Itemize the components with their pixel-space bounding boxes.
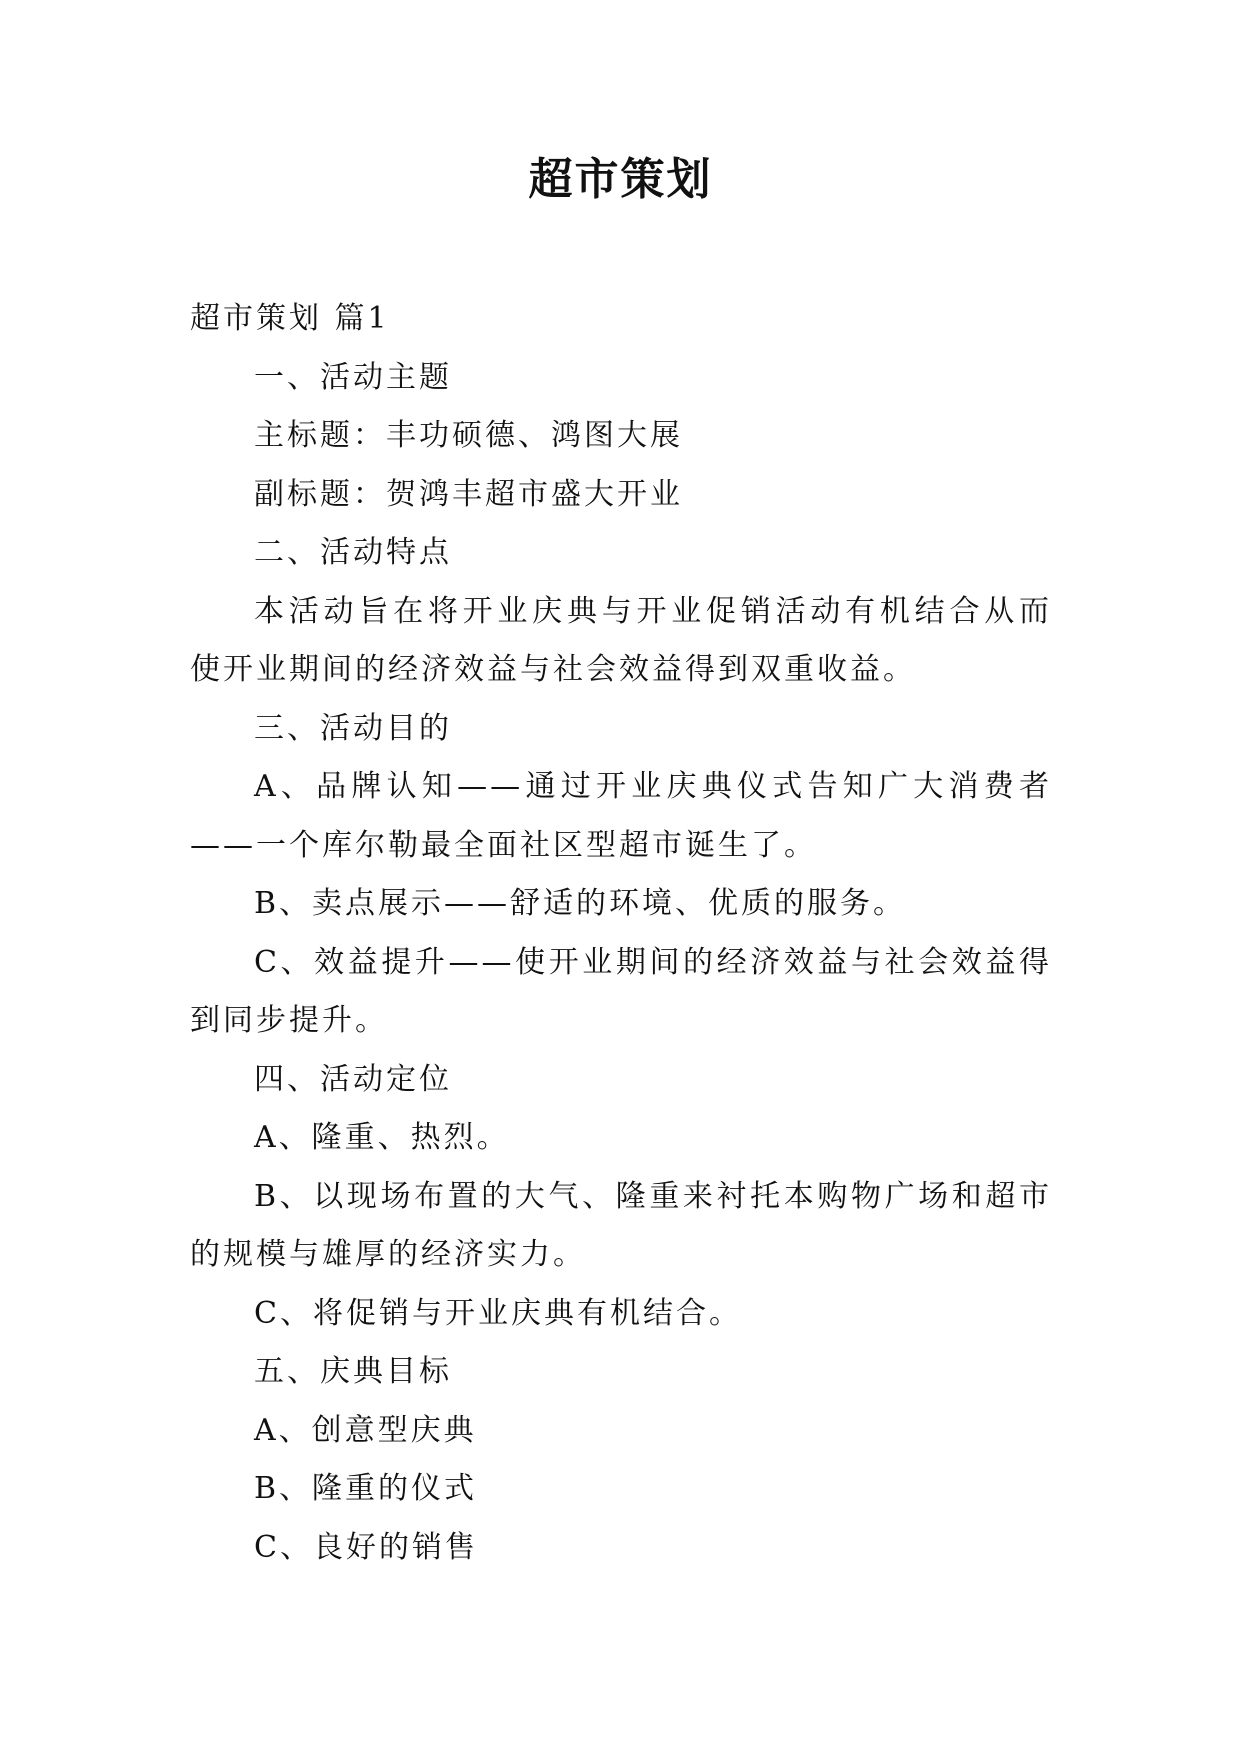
paragraph-line: ——一个库尔勒最全面社区型超市诞生了。 <box>190 827 817 863</box>
paragraph-line: 本活动旨在将开业庆典与开业促销活动有机结合从而 <box>254 593 1052 629</box>
section-5-item-c: C、良好的销售 <box>254 1529 478 1565</box>
section-2-paragraph <box>190 583 1052 700</box>
section-4-item-b <box>190 1168 1052 1285</box>
section-5-heading: 五、庆典目标 <box>254 1354 452 1389</box>
paragraph-line: 使开业期间的经济效益与社会效益得到双重收益。 <box>190 652 916 687</box>
section-5-item-b: B、隆重的仪式 <box>254 1471 478 1506</box>
section-4-item-c: C、将促销与开业庆典有机结合。 <box>254 1295 742 1331</box>
paragraph-line: B、以现场布置的大气、隆重来衬托本购物广场和超市 <box>254 1178 1052 1214</box>
main-title-line: 主标题：丰功硕德、鸿图大展 <box>254 418 683 453</box>
section-4-heading: 四、活动定位 <box>254 1061 452 1097</box>
paragraph-line: 到同步提升。 <box>190 1003 388 1038</box>
section-4-item-a: A、隆重、热烈。 <box>254 1120 510 1155</box>
article-heading: 超市策划 篇1 <box>190 301 390 336</box>
section-1-heading: 一、活动主题 <box>254 359 452 395</box>
section-3-item-c <box>190 934 1052 1051</box>
section-3-item-a <box>190 758 1052 875</box>
paragraph-line: 的规模与雄厚的经济实力。 <box>190 1237 586 1272</box>
section-3-heading: 三、活动目的 <box>254 710 452 746</box>
paragraph-line: A、品牌认知——通过开业庆典仪式告知广大消费者 <box>254 769 1052 804</box>
section-3-item-b: B、卖点展示——舒适的环境、优质的服务。 <box>254 886 907 921</box>
document-title: 超市策划 <box>528 154 713 205</box>
section-2-heading: 二、活动特点 <box>254 535 452 570</box>
section-5-item-a: A、创意型庆典 <box>254 1412 477 1448</box>
paragraph-line: C、效益提升——使开业期间的经济效益与社会效益得 <box>254 944 1052 980</box>
document-body <box>190 290 1052 1577</box>
sub-title-line: 副标题：贺鸿丰超市盛大开业 <box>254 476 683 512</box>
